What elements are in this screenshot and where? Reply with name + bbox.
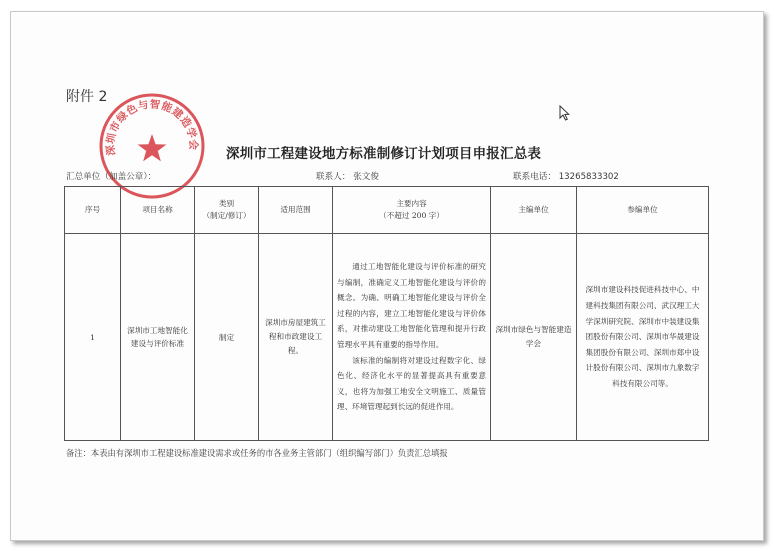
header-chief-editor: 主编单位 — [491, 187, 577, 234]
project-summary-table — [64, 186, 709, 441]
content-paragraph-2: 该标准的编制将对建设过程数字化、绿色化、经济化水平的显著提高具有重要意义，也将为加强工地安全文明施工、质量管理、环境管理起到长远的促进作用。 — [337, 355, 486, 412]
cell-content — [333, 234, 491, 441]
summary-unit-label: 汇总单位（加盖公章）： — [66, 172, 157, 182]
cell-type: 制定 — [195, 234, 259, 441]
table-row — [65, 234, 709, 441]
header-participants: 参编单位 — [577, 187, 709, 234]
document-title: 深圳市工程建设地方标准制修订计划项目申报汇总表 — [226, 146, 542, 162]
cell-scope: 深圳市房屋建筑工程和市政建设工程。 — [259, 234, 333, 441]
phone-label: 联系电话： — [513, 172, 556, 182]
header-type-line2: （制定/修订） — [202, 211, 251, 220]
contact-label: 联系人： — [316, 172, 351, 182]
mouse-pointer-icon — [559, 105, 570, 121]
attachment-label: 附件 2 — [66, 89, 108, 105]
cell-project-name: 深圳市工地智能化建设与评价标准 — [121, 234, 195, 441]
contact-phone — [513, 170, 619, 182]
header-type-line1: 类别 — [218, 198, 235, 208]
header-seq: 序号 — [65, 187, 121, 234]
header-type — [195, 187, 259, 234]
content-paragraph-1: 通过工地智能化建设与评价标准的研究与编制，准确定义工地智能化建设与评价的概念。为确、明确工地智能化建设与评价全过程的内容，建立工地智能化建设与评价体系，对推动建设工地智能化管理和提升行政管理水平具有重要的指导作用。 — [337, 262, 486, 349]
cell-seq: 1 — [65, 234, 121, 441]
header-scope: 适用范围 — [259, 187, 333, 234]
phone-value: 13265833302 — [558, 172, 619, 182]
contact-value: 张文俊 — [353, 172, 379, 182]
svg-text:深圳市绿色与智能建造学会: 深圳市绿色与智能建造学会 — [104, 98, 200, 157]
cell-participants: 深圳市建设科技促进科技中心、中建科技集团有限公司、武汉理工大学深圳研究院、深圳市中装建设集团股份有限公司、深圳市华晟建设集团股份有限公司、深圳市郑中设计股份有限公司、深圳市九象数字科技有限公司等。 — [577, 234, 709, 441]
footnote: 备注：本表由有深圳市工程建设标准建设需求或任务的市各业务主管部门（组织编写部门）负责汇总填报 — [66, 448, 448, 458]
header-content — [333, 187, 491, 234]
header-content-line2: （不超过 200 字） — [379, 211, 444, 220]
table-header-row — [65, 187, 709, 234]
header-content-line1: 主要内容 — [396, 198, 427, 208]
header-project-name: 项目名称 — [121, 187, 195, 234]
cell-chief-editor: 深圳市绿色与智能建造学会 — [491, 234, 577, 441]
contact-person — [316, 170, 379, 182]
